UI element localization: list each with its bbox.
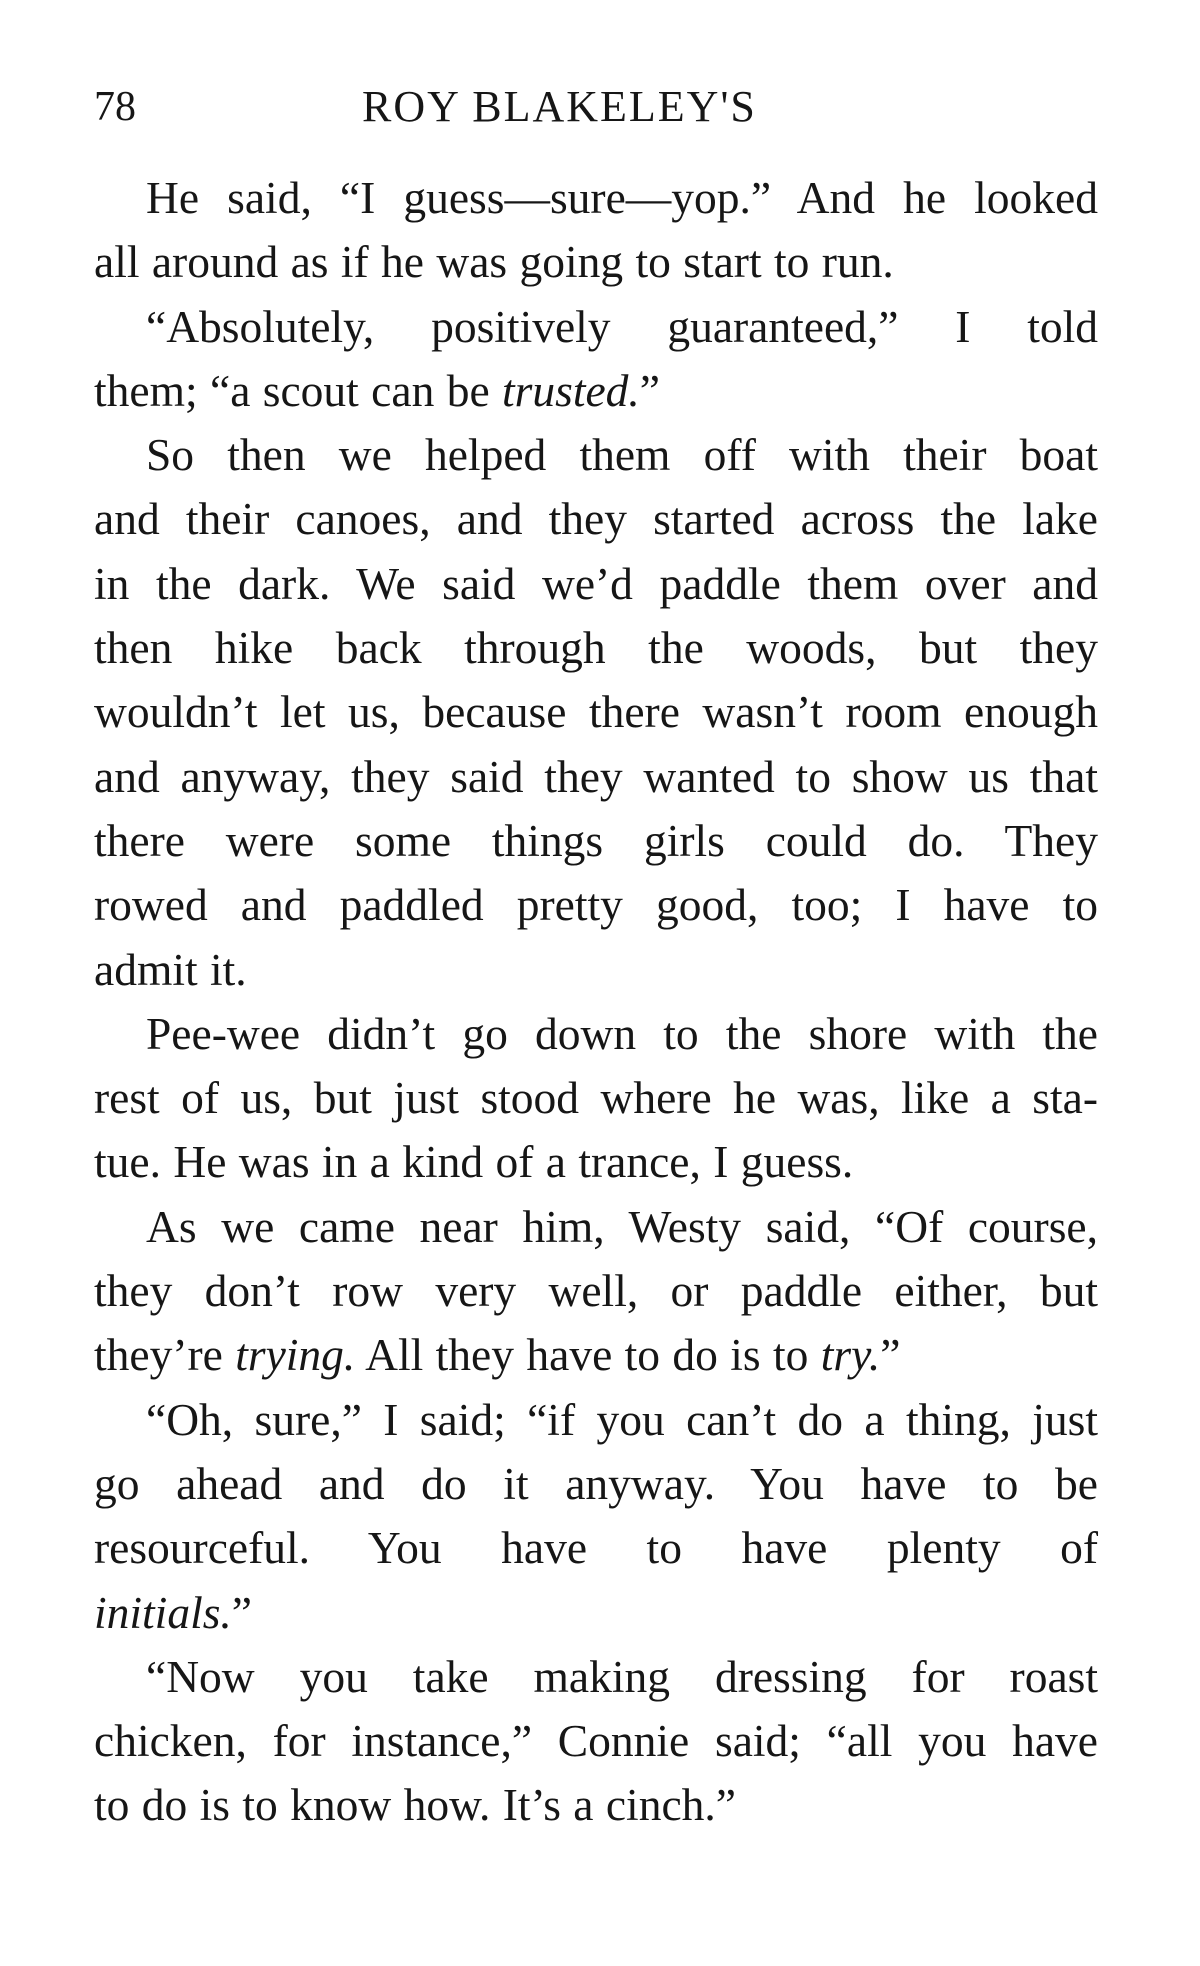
- text-run: He said, “I guess—sure—yop.” And he looked: [146, 172, 1098, 223]
- text-line: [94, 1516, 1098, 1580]
- running-title: ROY BLAKELEY'S: [362, 82, 757, 131]
- text-run: So then we helped them off with their boat: [146, 429, 1098, 481]
- paragraph: [94, 1645, 1098, 1838]
- text-run: admit it.: [94, 943, 247, 995]
- text-run: go ahead and do it anyway. You have to be: [94, 1457, 1098, 1509]
- paragraph: [94, 1002, 1098, 1195]
- text-run: chicken, for instance,” Connie said; “all you have: [94, 1715, 1098, 1767]
- text-run: “Oh, sure,” I said; “if you can’t do a thing, just: [146, 1393, 1098, 1445]
- text-line: [94, 552, 1098, 616]
- text-run: and their canoes, and they started across the lake: [94, 493, 1098, 545]
- text-run: resourceful. You have to have plenty of: [94, 1522, 1098, 1574]
- body-text: [94, 166, 1098, 1838]
- text-run: ”: [639, 364, 660, 416]
- text-line: [94, 1773, 1098, 1837]
- text-line: [94, 1066, 1098, 1130]
- paragraph: [94, 1195, 1098, 1388]
- text-line: [94, 1323, 1098, 1387]
- text-run: Pee-wee didn’t go down to the shore with the: [146, 1007, 1098, 1059]
- text-run: wouldn’t let us, because there wasn’t room enough: [94, 686, 1098, 738]
- text-line: [94, 680, 1098, 744]
- text-run: they’re: [94, 1329, 236, 1381]
- text-line: [94, 1452, 1098, 1516]
- text-line: [94, 1645, 1098, 1709]
- text-line: [94, 938, 1098, 1002]
- text-run: to do is to know how. It’s a cinch.”: [94, 1779, 736, 1831]
- italic-text: initials.: [94, 1586, 232, 1638]
- paragraph: [94, 1388, 1098, 1645]
- text-run: them; “a scout can be: [94, 364, 503, 416]
- text-run: they don’t row very well, or paddle either, but: [94, 1265, 1098, 1317]
- text-line: [94, 1388, 1098, 1452]
- text-line: [94, 1259, 1098, 1323]
- italic-text: trying.: [235, 1329, 356, 1381]
- text-line: [94, 873, 1098, 937]
- text-line: [94, 1002, 1098, 1066]
- italic-text: try.: [820, 1329, 881, 1381]
- page-number: 78: [94, 84, 136, 130]
- paragraph: [94, 423, 1098, 1002]
- text-line: [94, 166, 1098, 230]
- text-line: [94, 359, 1098, 423]
- text-run: rowed and paddled pretty good, too; I have to: [94, 879, 1098, 931]
- text-line: [94, 745, 1098, 809]
- text-line: [94, 1709, 1098, 1773]
- text-run: As we came near him, Westy said, “Of course,: [146, 1200, 1098, 1252]
- text-line: [94, 1581, 1098, 1645]
- text-line: [94, 230, 1098, 294]
- text-run: All they have to do is to: [355, 1329, 821, 1381]
- text-line: [94, 1130, 1098, 1194]
- text-run: all around as if he was going to start to run.: [94, 236, 894, 288]
- italic-text: trusted.: [502, 364, 640, 416]
- text-line: [94, 295, 1098, 359]
- text-run: in the dark. We said we’d paddle them over and: [94, 557, 1098, 609]
- text-run: “Now you take making dressing for roast: [146, 1650, 1098, 1702]
- text-run: rest of us, but just stood where he was, like a sta-: [94, 1072, 1098, 1124]
- text-run: ”: [231, 1586, 252, 1638]
- running-head: [94, 78, 1098, 136]
- text-run: there were some things girls could do. They: [94, 814, 1098, 866]
- paragraph: [94, 166, 1098, 295]
- text-run: and anyway, they said they wanted to show us that: [94, 750, 1098, 802]
- text-run: “Absolutely, positively guaranteed,” I told: [146, 300, 1098, 352]
- book-page: [94, 78, 1098, 1838]
- text-run: ”: [880, 1329, 901, 1381]
- text-line: [94, 1195, 1098, 1259]
- text-line: [94, 423, 1098, 487]
- text-line: [94, 616, 1098, 680]
- paragraph: [94, 295, 1098, 424]
- text-run: tue. He was in a kind of a trance, I guess.: [94, 1136, 854, 1188]
- text-line: [94, 809, 1098, 873]
- text-line: [94, 487, 1098, 551]
- text-run: then hike back through the woods, but they: [94, 622, 1098, 674]
